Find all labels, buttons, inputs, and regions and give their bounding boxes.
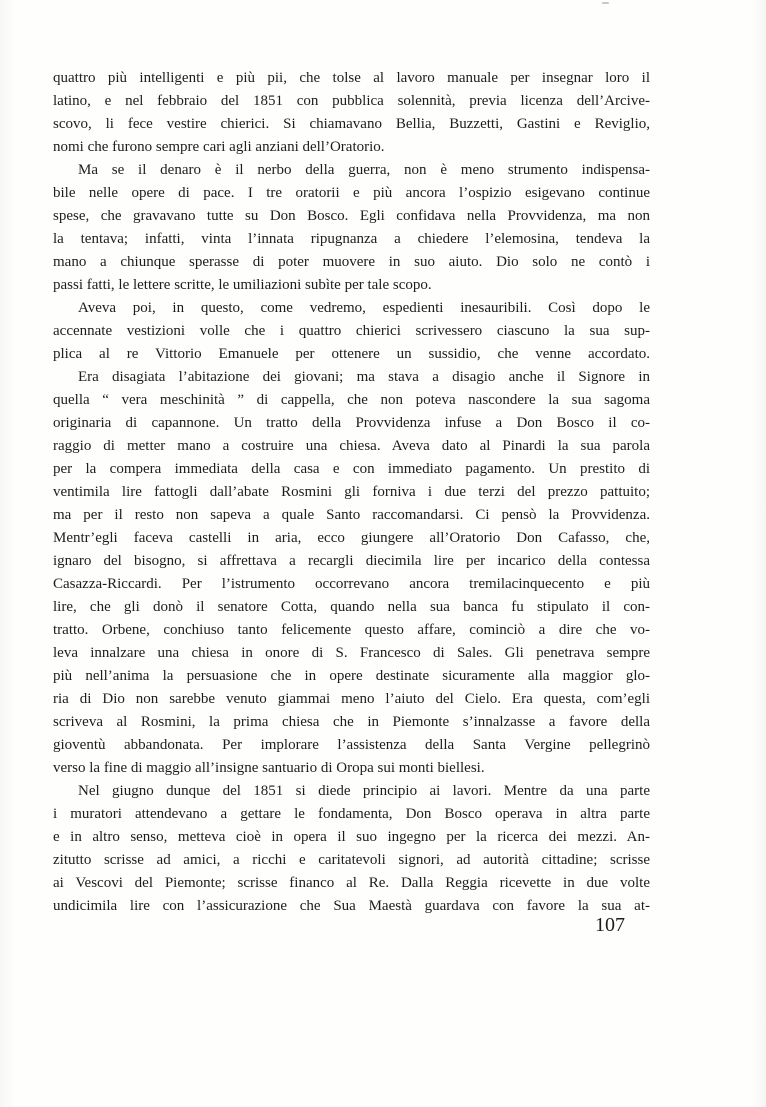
text-line: scovo, li fece vestire chierici. Si chiamavano Bellia, Buzzetti, Gastini e Reviglio, [53,116,650,132]
text-line: leva innalzare una chiesa in onore di S. Francesco di Sales. Gli penetrava sempre [53,645,650,661]
text-line: ai Vescovi del Piemonte; scrisse financo al Re. Dalla Reggia ricevette in due volte [53,875,650,891]
text-line: la tentava; infatti, vinta l’innata ripugnanza a chiedere l’elemosina, tendeva la [53,231,650,247]
text-line: gioventù abbandonata. Per implorare l’assistenza della Santa Vergine pellegrinò [53,737,650,753]
text-line: Nel giugno dunque del 1851 si diede principio ai lavori. Mentre da una parte [78,783,650,799]
text-line: i muratori attendevano a gettare le fondamenta, Don Bosco operava in altra parte [53,806,650,822]
text-line: Casazza-Riccardi. Per l’istrumento occorrevano ancora tremilacinquecento e più [53,576,650,592]
text-line: passi fatti, le lettere scritte, le umiliazioni subìte per tale scopo. [53,277,432,293]
text-line: undicimila lire con l’assicurazione che Sua Maestà guardava con favore la sua at- [53,898,650,914]
text-line: per la compera immediata della casa e con immediato pagamento. Un prestito di [53,461,650,477]
text-line: accennate vestizioni volle che i quattro chierici scrivessero ciascuno la sua sup- [53,323,650,339]
text-line: originaria di capannone. Un tratto della Provvidenza infuse a Don Bosco il co- [53,415,650,431]
page-number: 107 [595,914,625,936]
text-line: raggio di metter mano a costruire una chiesa. Aveva dato al Pinardi la sua parola [53,438,650,454]
text-line: latino, e nel febbraio del 1851 con pubblica solennità, previa licenza dell’Arcive- [53,93,650,109]
text-line: plica al re Vittorio Emanuele per ottenere un sussidio, che venne accordato. [53,346,650,362]
text-line: più nell’anima la persuasione che in opere destinate sicuramente alla maggior glo- [53,668,650,684]
text-line: nomi che furono sempre cari agli anziani dell’Oratorio. [53,139,385,155]
text-line: lire, che gli donò il senatore Cotta, quando nella sua banca fu stipulato il con- [53,599,650,615]
text-line: Ma se il denaro è il nerbo della guerra, non è meno strumento indispensa- [78,162,650,178]
text-line: scriveva al Rosmini, la prima chiesa che in Piemonte s’innalzasse a favore della [53,714,650,730]
text-line: quattro più intelligenti e più pii, che tolse al lavoro manuale per insegnar loro il [53,70,650,86]
text-line: tratto. Orbene, conchiuso tanto felicemente questo affare, cominciò a dire che vo- [53,622,650,638]
text-line: quella “ vera meschinità ” di cappella, che non poteva nascondere la sua sagoma [53,392,650,408]
text-line: Era disagiata l’abitazione dei giovani; ma stava a disagio anche il Signore in [78,369,650,385]
text-block [53,67,650,918]
text-line: Mentr’egli faceva castelli in aria, ecco giungere all’Oratorio Don Cafasso, che, [53,530,650,546]
text-line: ventimila lire fattogli dall’abate Rosmini gli forniva i due terzi del prezzo pattuito; [53,484,650,500]
text-line: mano a chiunque sperasse di poter muovere in suo aiuto. Dio solo ne contò i [53,254,650,270]
scan-speck [602,2,609,4]
text-line: verso la fine di maggio all’insigne santuario di Oropa sui monti biellesi. [53,760,485,776]
text-line: zitutto scrisse ad amici, a ricchi e caritatevoli signori, ad autorità cittadine; scrisse [53,852,650,868]
text-line: e in altro senso, metteva cioè in opera il suo ingegno per la ricerca dei mezzi. An- [53,829,650,845]
text-line: spese, che gravavano tutte su Don Bosco. Egli confidava nella Provvidenza, ma non [53,208,650,224]
text-line: ria di Dio non sarebbe venuto giammai meno l’aiuto del Cielo. Era questa, com’egli [53,691,650,707]
text-line: Aveva poi, in questo, come vedremo, espedienti inesauribili. Così dopo le [78,300,650,316]
text-line: bile nelle opere di pace. I tre oratorii e più ancora l’ospizio esigevano continue [53,185,650,201]
text-line: ignaro del bisogno, si affrettava a recargli diecimila lire per incarico della contessa [53,553,650,569]
text-line: ma per il resto non sapeva a quale Santo raccomandarsi. Ci pensò la Provvidenza. [53,507,650,523]
